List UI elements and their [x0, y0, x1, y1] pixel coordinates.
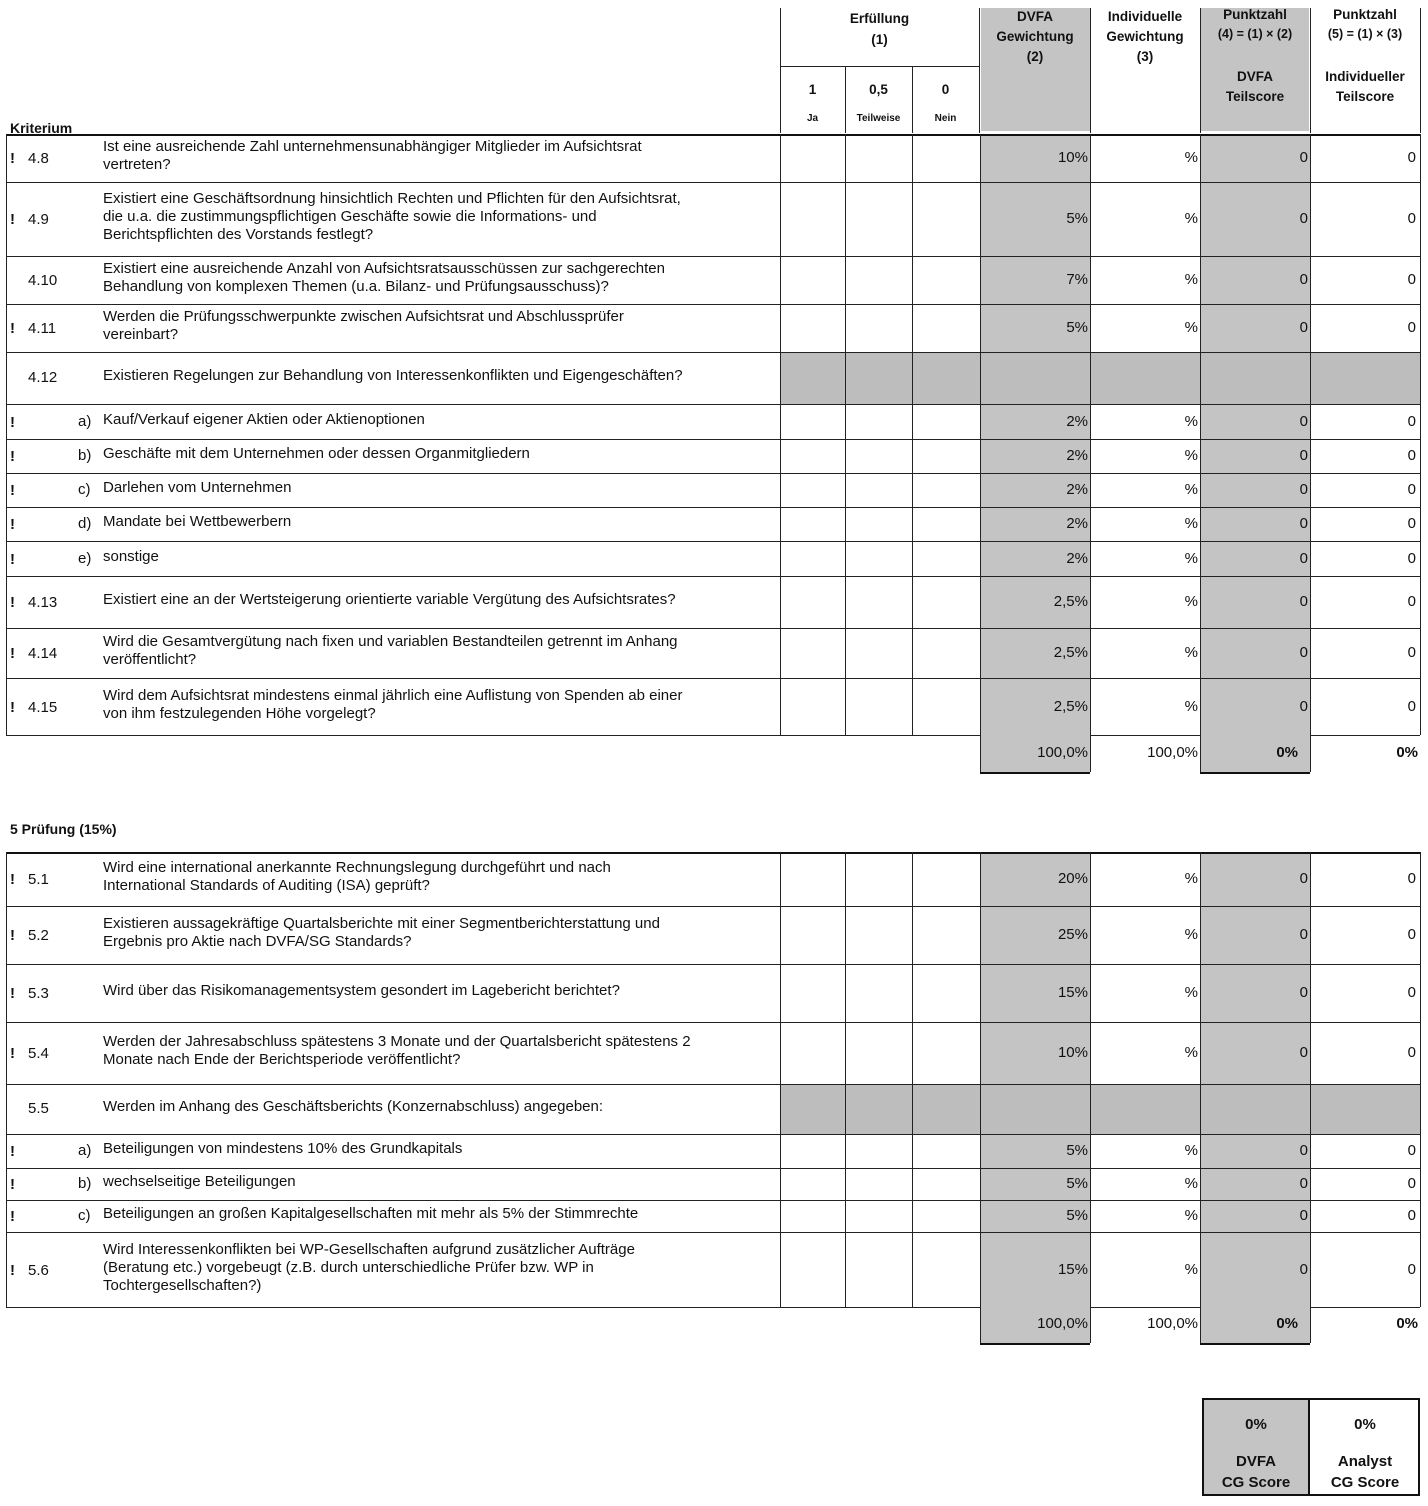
s5-col-line: [780, 852, 781, 1307]
s5-individual-weight[interactable]: %: [1184, 1260, 1198, 1278]
s4-total-ind: 100,0%: [1147, 744, 1198, 761]
s5-important-mark: !: [10, 1261, 15, 1279]
s5-dvfa-weight: 20%: [1057, 870, 1088, 887]
s4-important-mark: !: [10, 698, 15, 716]
s5-sub-letter: b): [78, 1175, 92, 1192]
s5-answer-teil-cell[interactable]: [847, 1234, 910, 1305]
s5-total-bottom: [980, 1343, 1090, 1345]
s5-individual-weight[interactable]: %: [1184, 1044, 1198, 1061]
s4-question-line: Wird dem Aufsichtsrat mindestens einmal jährlich eine Auflistung von Spenden ab einer: [103, 686, 683, 704]
s5-answer-nein-cell[interactable]: [914, 966, 978, 1020]
opt-ja-label: Ja: [806, 113, 819, 124]
s5-dvfa-teilscore: 0: [1299, 1260, 1308, 1278]
s4-sub-letter: a): [78, 412, 92, 430]
s4-individual-teilscore: 0: [1407, 697, 1416, 715]
s4-important-mark: !: [10, 211, 15, 228]
dvfa-cg-score-l2: CG Score: [1221, 1474, 1291, 1491]
s5-dvfa-teilscore: 0: [1299, 1175, 1308, 1192]
s5-answer-teil-cell[interactable]: [847, 1170, 910, 1198]
s4-col-line: [6, 134, 7, 735]
s4-dvfa-weight: 2%: [1066, 481, 1088, 498]
pz4-1: Punktzahl: [1223, 7, 1287, 22]
s4-individual-teilscore: 0: [1407, 271, 1416, 288]
s4-question-line: vertreten?: [103, 156, 171, 173]
s5-total-bottom: [1200, 1343, 1310, 1345]
s4-dvfa-weight: 5%: [1066, 210, 1088, 227]
section-5-title: 5 Prüfung (15%): [10, 821, 117, 837]
s4-dvfa-teilscore: 0: [1299, 149, 1308, 166]
s4-answer-ja-cell[interactable]: [782, 578, 843, 626]
s5-col-line: [980, 852, 981, 1307]
dvfa-gew-1: DVFA: [1016, 9, 1053, 24]
s4-important-mark: !: [10, 550, 15, 568]
s4-individual-teilscore: 0: [1407, 481, 1416, 498]
s5-answer-nein-cell[interactable]: [914, 1202, 978, 1230]
s5-question-line: Wird eine international anerkannte Rechnungslegung durchgeführt und nach: [103, 859, 611, 876]
s4-answer-ja-cell[interactable]: [782, 184, 843, 254]
ind-gew-2: Gewichtung: [1106, 29, 1184, 44]
s4-dvfa-teilscore: 0: [1299, 447, 1308, 464]
s5-col-line: [912, 852, 913, 1307]
s4-row-num: 4.11: [28, 320, 57, 337]
s4-total-s4: 0%: [1276, 744, 1298, 761]
s4-col-line: [845, 134, 846, 735]
s5-answer-ja-cell[interactable]: [782, 1170, 843, 1198]
s4-answer-teil-cell[interactable]: [847, 509, 910, 539]
s4-question-line: von ihm festzulegenden Höhe vorgelegt?: [103, 704, 376, 722]
s5-answer-ja-cell[interactable]: [782, 1202, 843, 1230]
s4-answer-nein-cell[interactable]: [914, 680, 978, 733]
s4-total-s5: 0%: [1396, 744, 1418, 761]
s4-sub-letter: d): [78, 515, 92, 532]
s5-answer-nein-cell[interactable]: [914, 854, 978, 904]
s4-answer-teil-cell[interactable]: [847, 136, 910, 180]
s4-row-num: 4.9: [28, 211, 49, 228]
s5-dvfa-teilscore: 0: [1299, 870, 1308, 887]
s4-individual-teilscore: 0: [1407, 319, 1416, 336]
s4-dvfa-teilscore: 0: [1299, 210, 1308, 227]
s4-answer-teil-cell[interactable]: [847, 441, 910, 471]
s4-individual-teilscore: 0: [1407, 644, 1416, 661]
s5-individual-weight[interactable]: %: [1184, 1207, 1198, 1224]
dvfa-gew-2: Gewichtung: [996, 29, 1074, 44]
s4-individual-teilscore: 0: [1407, 149, 1416, 166]
s4-individual-teilscore: 0: [1407, 593, 1416, 610]
s4-sub-question: Kauf/Verkauf eigener Aktien oder Aktienoptionen: [103, 410, 425, 428]
s4-question-line: Wird die Gesamtvergütung nach fixen und variablen Bestandteilen getrennt im Anhang: [103, 633, 678, 650]
s4-row-num: 4.15: [28, 698, 58, 716]
s4-individual-weight[interactable]: %: [1184, 644, 1198, 661]
opt-ja-value: 1: [808, 82, 817, 97]
s4-important-mark: !: [10, 413, 15, 431]
s5-dvfa-teilscore: 0: [1299, 984, 1308, 1001]
s5-answer-ja-cell[interactable]: [782, 1136, 843, 1166]
s5-question-line: Wird über das Risikomanagementsystem gesondert im Lagebericht berichtet?: [103, 982, 620, 999]
s4-row-line: [6, 439, 1420, 440]
s4-answer-ja-cell[interactable]: [782, 543, 843, 574]
s4-answer-nein-cell[interactable]: [914, 441, 978, 471]
s5-answer-nein-cell[interactable]: [914, 1170, 978, 1198]
s5-dvfa-weight: 10%: [1057, 1044, 1088, 1061]
s5-header-question: Werden im Anhang des Geschäftsberichts (Konzernabschluss) angegeben:: [103, 1098, 604, 1115]
opt-nein-value: 0: [941, 82, 950, 97]
s5-answer-teil-cell[interactable]: [847, 1024, 910, 1082]
s4-sub-letter: e): [78, 549, 92, 567]
s4-dvfa-weight: 7%: [1066, 271, 1088, 288]
s5-header-num: 5.5: [28, 1100, 49, 1117]
s5-answer-teil-cell[interactable]: [847, 966, 910, 1020]
s4-header-num: 4.12: [28, 369, 58, 386]
s4-answer-teil-cell[interactable]: [847, 258, 910, 302]
s4-dvfa-weight: 2,5%: [1053, 593, 1088, 610]
s5-row-line: [6, 1134, 1420, 1135]
opt-teil-label: Teilweise: [856, 113, 901, 124]
s4-answer-ja-cell[interactable]: [782, 630, 843, 676]
s4-answer-ja-cell[interactable]: [782, 475, 843, 505]
opt-teil-value: 0,5: [869, 82, 888, 97]
s4-individual-teilscore: 0: [1407, 447, 1416, 464]
s5-row-num: 5.1: [28, 871, 49, 888]
s5-answer-ja-cell[interactable]: [782, 1024, 843, 1082]
dvfa-cg-score-l1: DVFA: [1235, 1453, 1276, 1470]
s5-answer-nein-cell[interactable]: [914, 908, 978, 962]
s4-important-mark: !: [10, 594, 15, 611]
s5-question-line: Existieren aussagekräftige Quartalsberichte mit einer Segmentberichterstattung und: [103, 915, 660, 932]
s4-row-line: [6, 541, 1420, 542]
s4-answer-teil-cell[interactable]: [847, 306, 910, 350]
analyst-cg-score-l1: Analyst: [1337, 1453, 1393, 1470]
s5-individual-teilscore: 0: [1407, 1044, 1416, 1061]
dvfa-header-bg: [981, 8, 1090, 131]
s5-dvfa-weight: 15%: [1057, 984, 1088, 1001]
s4-answer-teil-cell[interactable]: [847, 543, 910, 574]
s5-individual-teilscore: 0: [1407, 1142, 1416, 1159]
s5-total-s4: 0%: [1276, 1315, 1298, 1332]
s4-answer-nein-cell[interactable]: [914, 406, 978, 437]
s4-total-bottom: [980, 772, 1090, 774]
s4-dvfa-teilscore: 0: [1299, 412, 1308, 430]
s5-row-line: [6, 964, 1420, 965]
s5-total-ind: 100,0%: [1147, 1315, 1198, 1332]
s5-individual-weight[interactable]: %: [1184, 926, 1198, 943]
s4-question-line: Berichtspflichten des Vorstands festlegt?: [103, 226, 374, 243]
s5-dvfa-weight: 5%: [1066, 1207, 1088, 1224]
s5-answer-nein-cell[interactable]: [914, 1234, 978, 1305]
s5-individual-teilscore: 0: [1407, 926, 1416, 943]
s4-row-line: [6, 182, 1420, 183]
s4-individual-weight[interactable]: %: [1184, 412, 1198, 430]
s4-important-mark: !: [10, 448, 15, 465]
s5-dvfa-teilscore: 0: [1299, 926, 1308, 943]
s5-col-line: [1090, 852, 1091, 1307]
s4-grayband: [780, 352, 1420, 404]
s5-row-num: 5.3: [28, 985, 49, 1002]
s4-dvfa-teilscore: 0: [1299, 593, 1308, 610]
s4-row-line: [6, 404, 1420, 405]
dvfa-cg-score-value: 0%: [1245, 1416, 1267, 1433]
s5-grayband: [780, 1084, 1420, 1134]
s4-individual-teilscore: 0: [1407, 549, 1416, 567]
s5-important-mark: !: [10, 871, 15, 888]
s4-sub-question: sonstige: [103, 547, 159, 565]
s4-sub-question: Mandate bei Wettbewerbern: [103, 513, 292, 530]
s5-individual-weight[interactable]: %: [1184, 1142, 1198, 1159]
s4-question-line: vereinbart?: [103, 326, 179, 343]
s4-individual-teilscore: 0: [1407, 412, 1416, 430]
s5-answer-teil-cell[interactable]: [847, 1136, 910, 1166]
s4-answer-teil-cell[interactable]: [847, 406, 910, 437]
pz5-2: (5) = (1) × (3): [1327, 27, 1403, 41]
s4-answer-nein-cell[interactable]: [914, 184, 978, 254]
s4-dvfa-teilscore: 0: [1299, 549, 1308, 567]
s4-dvfa-weight: 2%: [1066, 515, 1088, 532]
s4-answer-ja-cell[interactable]: [782, 509, 843, 539]
s5-answer-nein-cell[interactable]: [914, 1136, 978, 1166]
s4-top-line: [6, 134, 1420, 136]
s5-row-num: 5.2: [28, 927, 49, 944]
s5-row-num: 5.4: [28, 1045, 49, 1062]
s4-answer-nein-cell[interactable]: [914, 543, 978, 574]
erfuellung-num: (1): [871, 32, 888, 47]
s4-individual-weight[interactable]: %: [1184, 549, 1198, 567]
pz4-3: DVFA: [1236, 69, 1273, 84]
s4-row-line: [6, 628, 1420, 629]
s4-answer-teil-cell[interactable]: [847, 475, 910, 505]
s4-answer-ja-cell[interactable]: [782, 680, 843, 733]
s4-row-num: 4.8: [28, 150, 49, 167]
ind-gew-1: Individuelle: [1107, 9, 1183, 24]
s5-dvfa-teilscore: 0: [1299, 1044, 1308, 1061]
s4-answer-teil-cell[interactable]: [847, 184, 910, 254]
s4-row-line: [6, 678, 1420, 679]
s4-dvfa-teilscore: 0: [1299, 644, 1308, 661]
s4-total-bottom: [1200, 772, 1310, 774]
s4-dvfa-weight: 5%: [1066, 319, 1088, 336]
s4-sub-letter: c): [78, 481, 91, 498]
s4-row-line: [6, 304, 1420, 305]
dvfa-gew-3: (2): [1026, 49, 1044, 64]
s4-individual-weight[interactable]: %: [1184, 515, 1198, 532]
s5-individual-teilscore: 0: [1407, 1260, 1416, 1278]
s4-dvfa-weight: 2%: [1066, 549, 1088, 567]
s4-answer-ja-cell[interactable]: [782, 136, 843, 180]
s5-answer-ja-cell[interactable]: [782, 1234, 843, 1305]
s4-individual-weight[interactable]: %: [1184, 210, 1198, 227]
s4-answer-ja-cell[interactable]: [782, 441, 843, 471]
s4-sub-question: Darlehen vom Unternehmen: [103, 479, 292, 496]
s4-dvfa-teilscore: 0: [1299, 481, 1308, 498]
s4-dvfa-teilscore: 0: [1299, 271, 1308, 288]
s5-col-line: [1200, 852, 1201, 1307]
s5-important-mark: !: [10, 1143, 15, 1160]
s4-question-line: Behandlung von komplexen Themen (u.a. Bilanz- und Prüfungsausschuss)?: [103, 278, 609, 295]
s4-col-line: [912, 134, 913, 735]
s4-answer-nein-cell[interactable]: [914, 475, 978, 505]
s4-answer-ja-cell[interactable]: [782, 258, 843, 302]
s5-sub-letter: c): [78, 1207, 91, 1224]
s4-col-line: [780, 134, 781, 735]
s4-answer-nein-cell[interactable]: [914, 578, 978, 626]
s4-row-num: 4.14: [28, 645, 58, 662]
s5-dvfa-teilscore: 0: [1299, 1142, 1308, 1159]
s4-individual-weight[interactable]: %: [1184, 481, 1198, 498]
s5-question-line: Monate nach Ende der Berichtsperiode veröffentlicht?: [103, 1051, 461, 1068]
s4-dvfa-weight: 2,5%: [1053, 697, 1088, 715]
s4-individual-teilscore: 0: [1407, 515, 1416, 532]
s4-question-line: Existiert eine ausreichende Anzahl von Aufsichtsratsausschüssen zur sachgerechten: [103, 260, 665, 277]
s5-row-line: [6, 1022, 1420, 1023]
s5-answer-ja-cell[interactable]: [782, 854, 843, 904]
s5-question-line: (Beratung etc.) vorgebeugt (z.B. durch unterschiedliche Prüfer bzw. WP in: [103, 1258, 594, 1276]
s4-individual-weight[interactable]: %: [1184, 319, 1198, 336]
s4-answer-teil-cell[interactable]: [847, 578, 910, 626]
s5-answer-nein-cell[interactable]: [914, 1024, 978, 1082]
s5-dvfa-weight: 25%: [1057, 926, 1088, 943]
s4-important-mark: !: [10, 645, 15, 662]
pz5-1: Punktzahl: [1333, 7, 1397, 22]
s4-individual-weight[interactable]: %: [1184, 593, 1198, 610]
s4-row-line: [6, 473, 1420, 474]
s4-important-mark: !: [10, 150, 15, 167]
s4-row-line: [6, 576, 1420, 577]
s5-row-line: [6, 1168, 1420, 1169]
pz5-3: Individueller: [1325, 69, 1405, 84]
s5-important-mark: !: [10, 927, 15, 944]
s5-answer-teil-cell[interactable]: [847, 1202, 910, 1230]
s4-row-num: 4.13: [28, 594, 58, 611]
analyst-cg-score-value: 0%: [1354, 1416, 1376, 1433]
s4-answer-nein-cell[interactable]: [914, 306, 978, 350]
s5-dvfa-weight: 5%: [1066, 1142, 1088, 1159]
s4-dvfa-teilscore: 0: [1299, 319, 1308, 336]
s5-col-line: [6, 852, 7, 1307]
s5-important-mark: !: [10, 1208, 15, 1225]
s5-dvfa-weight: 15%: [1057, 1260, 1088, 1278]
s4-dvfa-teilscore: 0: [1299, 515, 1308, 532]
s4-individual-weight[interactable]: %: [1184, 447, 1198, 464]
pz4-4: Teilscore: [1225, 89, 1285, 104]
s4-question-line: Werden die Prüfungsschwerpunkte zwischen Aufsichtsrat und Abschlussprüfer: [103, 308, 624, 325]
s5-answer-teil-cell[interactable]: [847, 908, 910, 962]
s5-answer-ja-cell[interactable]: [782, 908, 843, 962]
s5-sub-question: wechselseitige Beteiligungen: [103, 1173, 296, 1190]
s4-individual-weight[interactable]: %: [1184, 697, 1198, 715]
s4-row-line: [6, 256, 1420, 257]
opt-nein-label: Nein: [934, 113, 957, 124]
s4-question-line: die u.a. die zustimmungspflichtigen Geschäfte sowie die Informations- und: [103, 208, 597, 225]
s4-answer-nein-cell[interactable]: [914, 509, 978, 539]
s5-question-line: Tochtergesellschaften?): [103, 1276, 262, 1294]
s5-col-line: [845, 852, 846, 1307]
s5-important-mark: !: [10, 1045, 15, 1062]
pz5-4: Teilscore: [1335, 89, 1395, 104]
s5-row-line: [6, 906, 1420, 907]
s4-individual-weight[interactable]: %: [1184, 271, 1198, 288]
s5-sub-question: Beteiligungen von mindestens 10% des Grundkapitals: [103, 1140, 463, 1157]
s5-important-mark: !: [10, 1176, 15, 1193]
s5-top-line: [6, 852, 1420, 854]
s5-individual-teilscore: 0: [1407, 1175, 1416, 1192]
s5-dvfa-weight: 5%: [1066, 1175, 1088, 1192]
s5-question-line: Wird Interessenkonflikten bei WP-Gesellschaften aufgrund zusätzlicher Aufträge: [103, 1240, 635, 1258]
s5-individual-weight[interactable]: %: [1184, 984, 1198, 1001]
s5-sub-question: Beteiligungen an großen Kapitalgesellschaften mit mehr als 5% der Stimmrechte: [103, 1205, 639, 1222]
s4-answer-ja-cell[interactable]: [782, 406, 843, 437]
s4-answer-teil-cell[interactable]: [847, 680, 910, 733]
s4-dvfa-teilscore: 0: [1299, 697, 1308, 715]
s4-answer-nein-cell[interactable]: [914, 136, 978, 180]
s5-individual-weight[interactable]: %: [1184, 1175, 1198, 1192]
s5-dvfa-teilscore: 0: [1299, 1207, 1308, 1224]
s4-dvfa-weight: 10%: [1057, 149, 1088, 166]
s4-row-num: 4.10: [28, 272, 58, 289]
s5-row-num: 5.6: [28, 1261, 49, 1279]
s5-total-s5: 0%: [1396, 1315, 1418, 1332]
s4-col-line: [1420, 134, 1421, 735]
s4-answer-teil-cell[interactable]: [847, 630, 910, 676]
s4-question-line: Existiert eine an der Wertsteigerung orientierte variable Vergütung des Aufsichtsrates?: [103, 591, 676, 608]
s4-individual-teilscore: 0: [1407, 210, 1416, 227]
s5-individual-teilscore: 0: [1407, 870, 1416, 887]
s4-sub-question: Geschäfte mit dem Unternehmen oder dessen Organmitgliedern: [103, 445, 530, 462]
s4-answer-nein-cell[interactable]: [914, 630, 978, 676]
s5-sub-letter: a): [78, 1142, 92, 1159]
s4-important-mark: !: [10, 516, 15, 533]
s5-answer-ja-cell[interactable]: [782, 966, 843, 1020]
s5-row-line: [6, 1232, 1420, 1233]
s4-important-mark: !: [10, 320, 15, 337]
s4-dvfa-weight: 2,5%: [1053, 644, 1088, 661]
s4-dvfa-weight: 2%: [1066, 447, 1088, 464]
pz4-2: (4) = (1) × (2): [1217, 27, 1293, 41]
s4-header-question: Existieren Regelungen zur Behandlung von Interessenkonflikten und Eigengeschäften?: [103, 367, 683, 384]
s4-individual-weight[interactable]: %: [1184, 149, 1198, 166]
s5-question-line: International Standards of Auditing (ISA) geprüft?: [103, 877, 430, 894]
s4-question-line: veröffentlicht?: [103, 651, 197, 668]
s4-answer-nein-cell[interactable]: [914, 258, 978, 302]
s4-dvfa-weight: 2%: [1066, 412, 1088, 430]
s4-row-line: [6, 507, 1420, 508]
s5-question-line: Werden der Jahresabschluss spätestens 3 Monate und der Quartalsbericht spätestens 2: [103, 1033, 691, 1050]
erfuellung-header: Erfüllung: [849, 11, 910, 26]
analyst-cg-score-l2: CG Score: [1330, 1474, 1400, 1491]
s5-individual-teilscore: 0: [1407, 1207, 1416, 1224]
s5-total-dvfa: 100,0%: [1037, 1315, 1088, 1332]
s5-answer-teil-cell[interactable]: [847, 854, 910, 904]
s5-col-line: [1420, 852, 1421, 1307]
s4-important-mark: !: [10, 482, 15, 499]
s4-question-line: Existiert eine Geschäftsordnung hinsichtlich Rechten und Pflichten für den Aufsichtsrat,: [103, 190, 681, 207]
s5-question-line: Ergebnis pro Aktie nach DVFA/SG Standards?: [103, 933, 412, 950]
s5-row-line: [6, 1200, 1420, 1201]
s4-answer-ja-cell[interactable]: [782, 306, 843, 350]
s4-row-line: [6, 352, 1420, 353]
kriterium-label: Kriterium: [10, 120, 73, 136]
s4-total-dvfa: 100,0%: [1037, 744, 1088, 761]
ind-gew-3: (3): [1136, 49, 1154, 64]
s4-sub-letter: b): [78, 447, 92, 464]
s5-row-line: [6, 1084, 1420, 1085]
s5-important-mark: !: [10, 985, 15, 1002]
s4-question-line: Ist eine ausreichende Zahl unternehmensunabhängiger Mitglieder im Aufsichtsrat: [103, 138, 642, 155]
s5-individual-teilscore: 0: [1407, 984, 1416, 1001]
s5-col-line: [1310, 852, 1311, 1307]
s5-individual-weight[interactable]: %: [1184, 870, 1198, 887]
